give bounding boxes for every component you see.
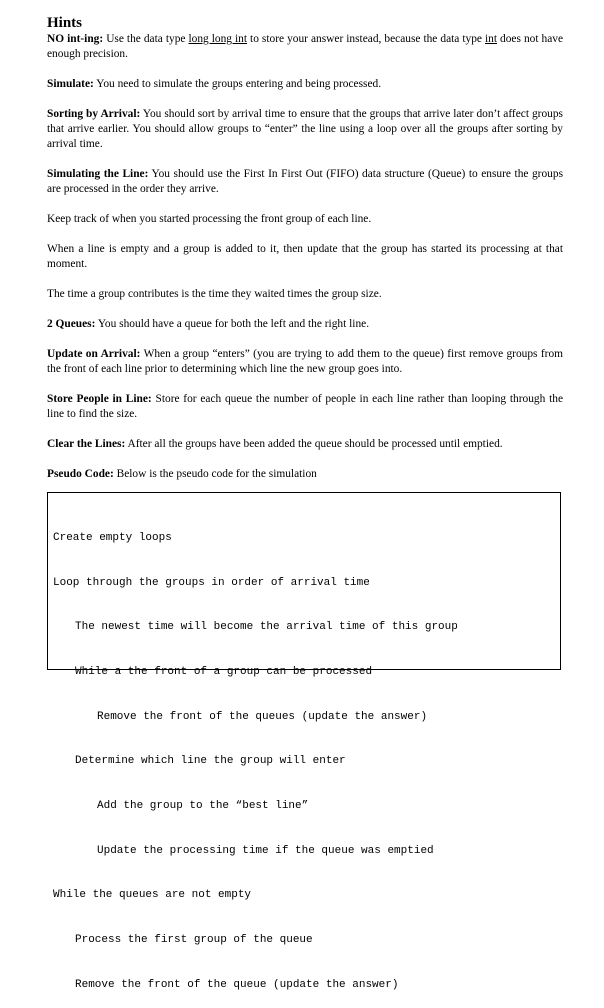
hint-simulate (47, 77, 563, 92)
hint-pseudo-code (47, 467, 563, 482)
hint-simulate-label: Simulate: (47, 78, 94, 90)
hint-clear-lines (47, 437, 563, 452)
hint-update-arrival (47, 347, 563, 377)
pseudocode-line: Loop through the groups in order of arrival time (53, 576, 370, 589)
pseudocode-line: Determine which line the group will enter (75, 755, 346, 768)
hint-keep-track: Keep track of when you started processing the front group of each line. (47, 213, 372, 225)
hint-sorting-text: You should sort by arrival time to ensure that the groups that arrive later don’t affect groups that arrive earlier. You should allow groups to “enter” the line using a loop over all the groups after sorting by arrival time. (47, 108, 563, 150)
pseudocode-line: Remove the front of the queue (update the answer) (75, 978, 399, 991)
hint-store-people-label: Store People in Line: (47, 393, 152, 405)
pseudocode-line: The newest time will become the arrival time of this group (75, 621, 458, 634)
hint-empty-line: When a line is empty and a group is added to it, then update that the group has started its processing at that moment. (47, 243, 563, 270)
hint-pseudo-code-text: Below is the pseudo code for the simulation (113, 468, 317, 480)
hint-two-queues (47, 317, 563, 332)
hint-update-arrival-text: When a group “enters” (you are trying to add them to the queue) first remove groups from the front of each line prior to determining which line the new group goes into. (47, 348, 563, 375)
pseudocode-line: Process the first group of the queue (75, 934, 313, 947)
hint-clear-lines-text: After all the groups have been added the queue should be processed until emptied. (125, 438, 503, 450)
hint-contribute: The time a group contributes is the time they waited times the group size. (47, 288, 382, 300)
hint-clear-lines-label: Clear the Lines: (47, 438, 126, 450)
pseudocode-line: Create empty loops (53, 531, 172, 544)
hint-simulating-line-text: You should use the First In First Out (FIFO) data structure (Queue) to ensure the groups are processed in the order they arrive. (47, 168, 563, 195)
hint-two-queues-text: You should have a queue for both the left and the right line. (95, 318, 370, 330)
long-long-int-term: long long int (188, 33, 248, 45)
hint-update-arrival-label: Update on Arrival: (47, 348, 141, 360)
hint-pseudo-code-label: Pseudo Code: (47, 468, 114, 480)
hint-no-int-text-1: Use the data type (103, 33, 189, 45)
hint-no-int-text-2: to store your answer instead, because the data type (247, 33, 485, 45)
hints-title: Hints (47, 15, 83, 31)
pseudocode-line: While the queues are not empty (53, 889, 252, 902)
int-term: int (485, 33, 498, 45)
hint-simulate-text: You need to simulate the groups entering and being processed. (93, 78, 382, 90)
hints-document (47, 15, 563, 482)
hint-simulating-line (47, 167, 563, 197)
pseudocode-line: While a the front of a group can be processed (75, 665, 373, 678)
hint-simulating-line-label: Simulating the Line: (47, 168, 149, 180)
hint-no-int (47, 32, 563, 62)
hint-no-int-text-3: does not have enough precision. (47, 33, 564, 60)
pseudocode-line: Add the group to the “best line” (97, 800, 309, 813)
hint-store-people-text: Store for each queue the number of people in each line rather than looping through the line to find the size. (47, 393, 564, 420)
hint-sorting (47, 107, 563, 152)
hint-store-people (47, 392, 563, 422)
hint-two-queues-label: 2 Queues: (47, 318, 96, 330)
pseudocode-line: Remove the front of the queues (update the answer) (97, 710, 428, 723)
hint-no-int-label: NO int-ing: (47, 33, 104, 45)
pseudocode-line: Update the processing time if the queue was emptied (97, 844, 434, 857)
pseudocode-box (47, 492, 561, 991)
hint-sorting-label: Sorting by Arrival: (47, 108, 141, 120)
